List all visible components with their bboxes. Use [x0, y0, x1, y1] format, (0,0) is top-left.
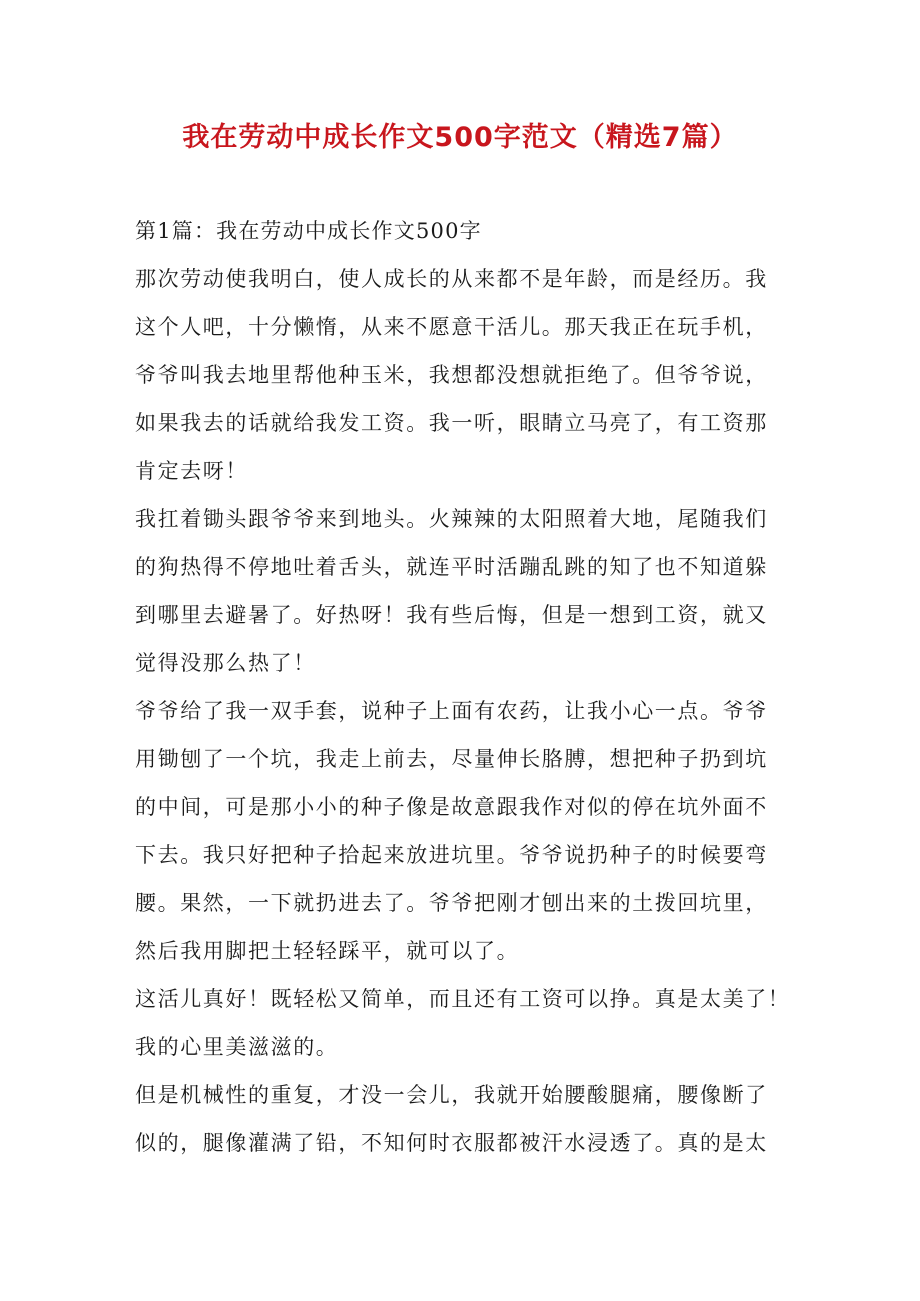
text-line: 我扛着锄头跟爷爷来到地头。火辣辣的太阳照着大地，尾随我们 — [135, 507, 768, 531]
text-line: 这活儿真好！既轻松又简单，而且还有工资可以挣。真是太美了！ — [135, 987, 791, 1011]
text-line: 然后我用脚把土轻轻踩平，就可以了。 — [135, 939, 520, 963]
text-line: 这个人吧，十分懒惰，从来不愿意干活儿。那天我正在玩手机， — [135, 315, 768, 339]
text-line: 腰。果然，一下就扔进去了。爷爷把刚才刨出来的土拨回坑里， — [135, 891, 768, 915]
document-body — [135, 207, 795, 1167]
document-title: 我在劳动中成长作文500字范文（精选7篇） — [182, 122, 738, 153]
text-line: 但是机械性的重复，才没一会儿，我就开始腰酸腿痛，腰像断了 — [135, 1083, 768, 1107]
section-heading: 第1篇：我在劳动中成长作文500字 — [135, 219, 482, 243]
text-line: 爷爷给了我一双手套，说种子上面有农药，让我小心一点。爷爷 — [135, 699, 768, 723]
text-line: 如果我去的话就给我发工资。我一听，眼睛立马亮了，有工资那 — [135, 411, 768, 435]
text-line: 觉得没那么热了！ — [135, 651, 316, 675]
text-line: 肯定去呀！ — [135, 459, 248, 483]
text-line: 似的，腿像灌满了铅，不知何时衣服都被汗水浸透了。真的是太 — [135, 1131, 768, 1155]
text-line: 到哪里去避暑了。好热呀！我有些后悔，但是一想到工资，就又 — [135, 603, 768, 627]
text-line: 用锄刨了一个坑，我走上前去，尽量伸长胳膊，想把种子扔到坑 — [135, 747, 768, 771]
text-line: 那次劳动使我明白，使人成长的从来都不是年龄，而是经历。我 — [135, 267, 768, 291]
text-line: 下去。我只好把种子拾起来放进坑里。爷爷说扔种子的时候要弯 — [135, 843, 768, 867]
text-line: 的中间，可是那小小的种子像是故意跟我作对似的停在坑外面不 — [135, 795, 768, 819]
text-line: 我的心里美滋滋的。 — [135, 1035, 339, 1059]
text-line: 爷爷叫我去地里帮他种玉米，我想都没想就拒绝了。但爷爷说， — [135, 363, 768, 387]
text-line: 的狗热得不停地吐着舌头，就连平时活蹦乱跳的知了也不知道躲 — [135, 555, 768, 579]
